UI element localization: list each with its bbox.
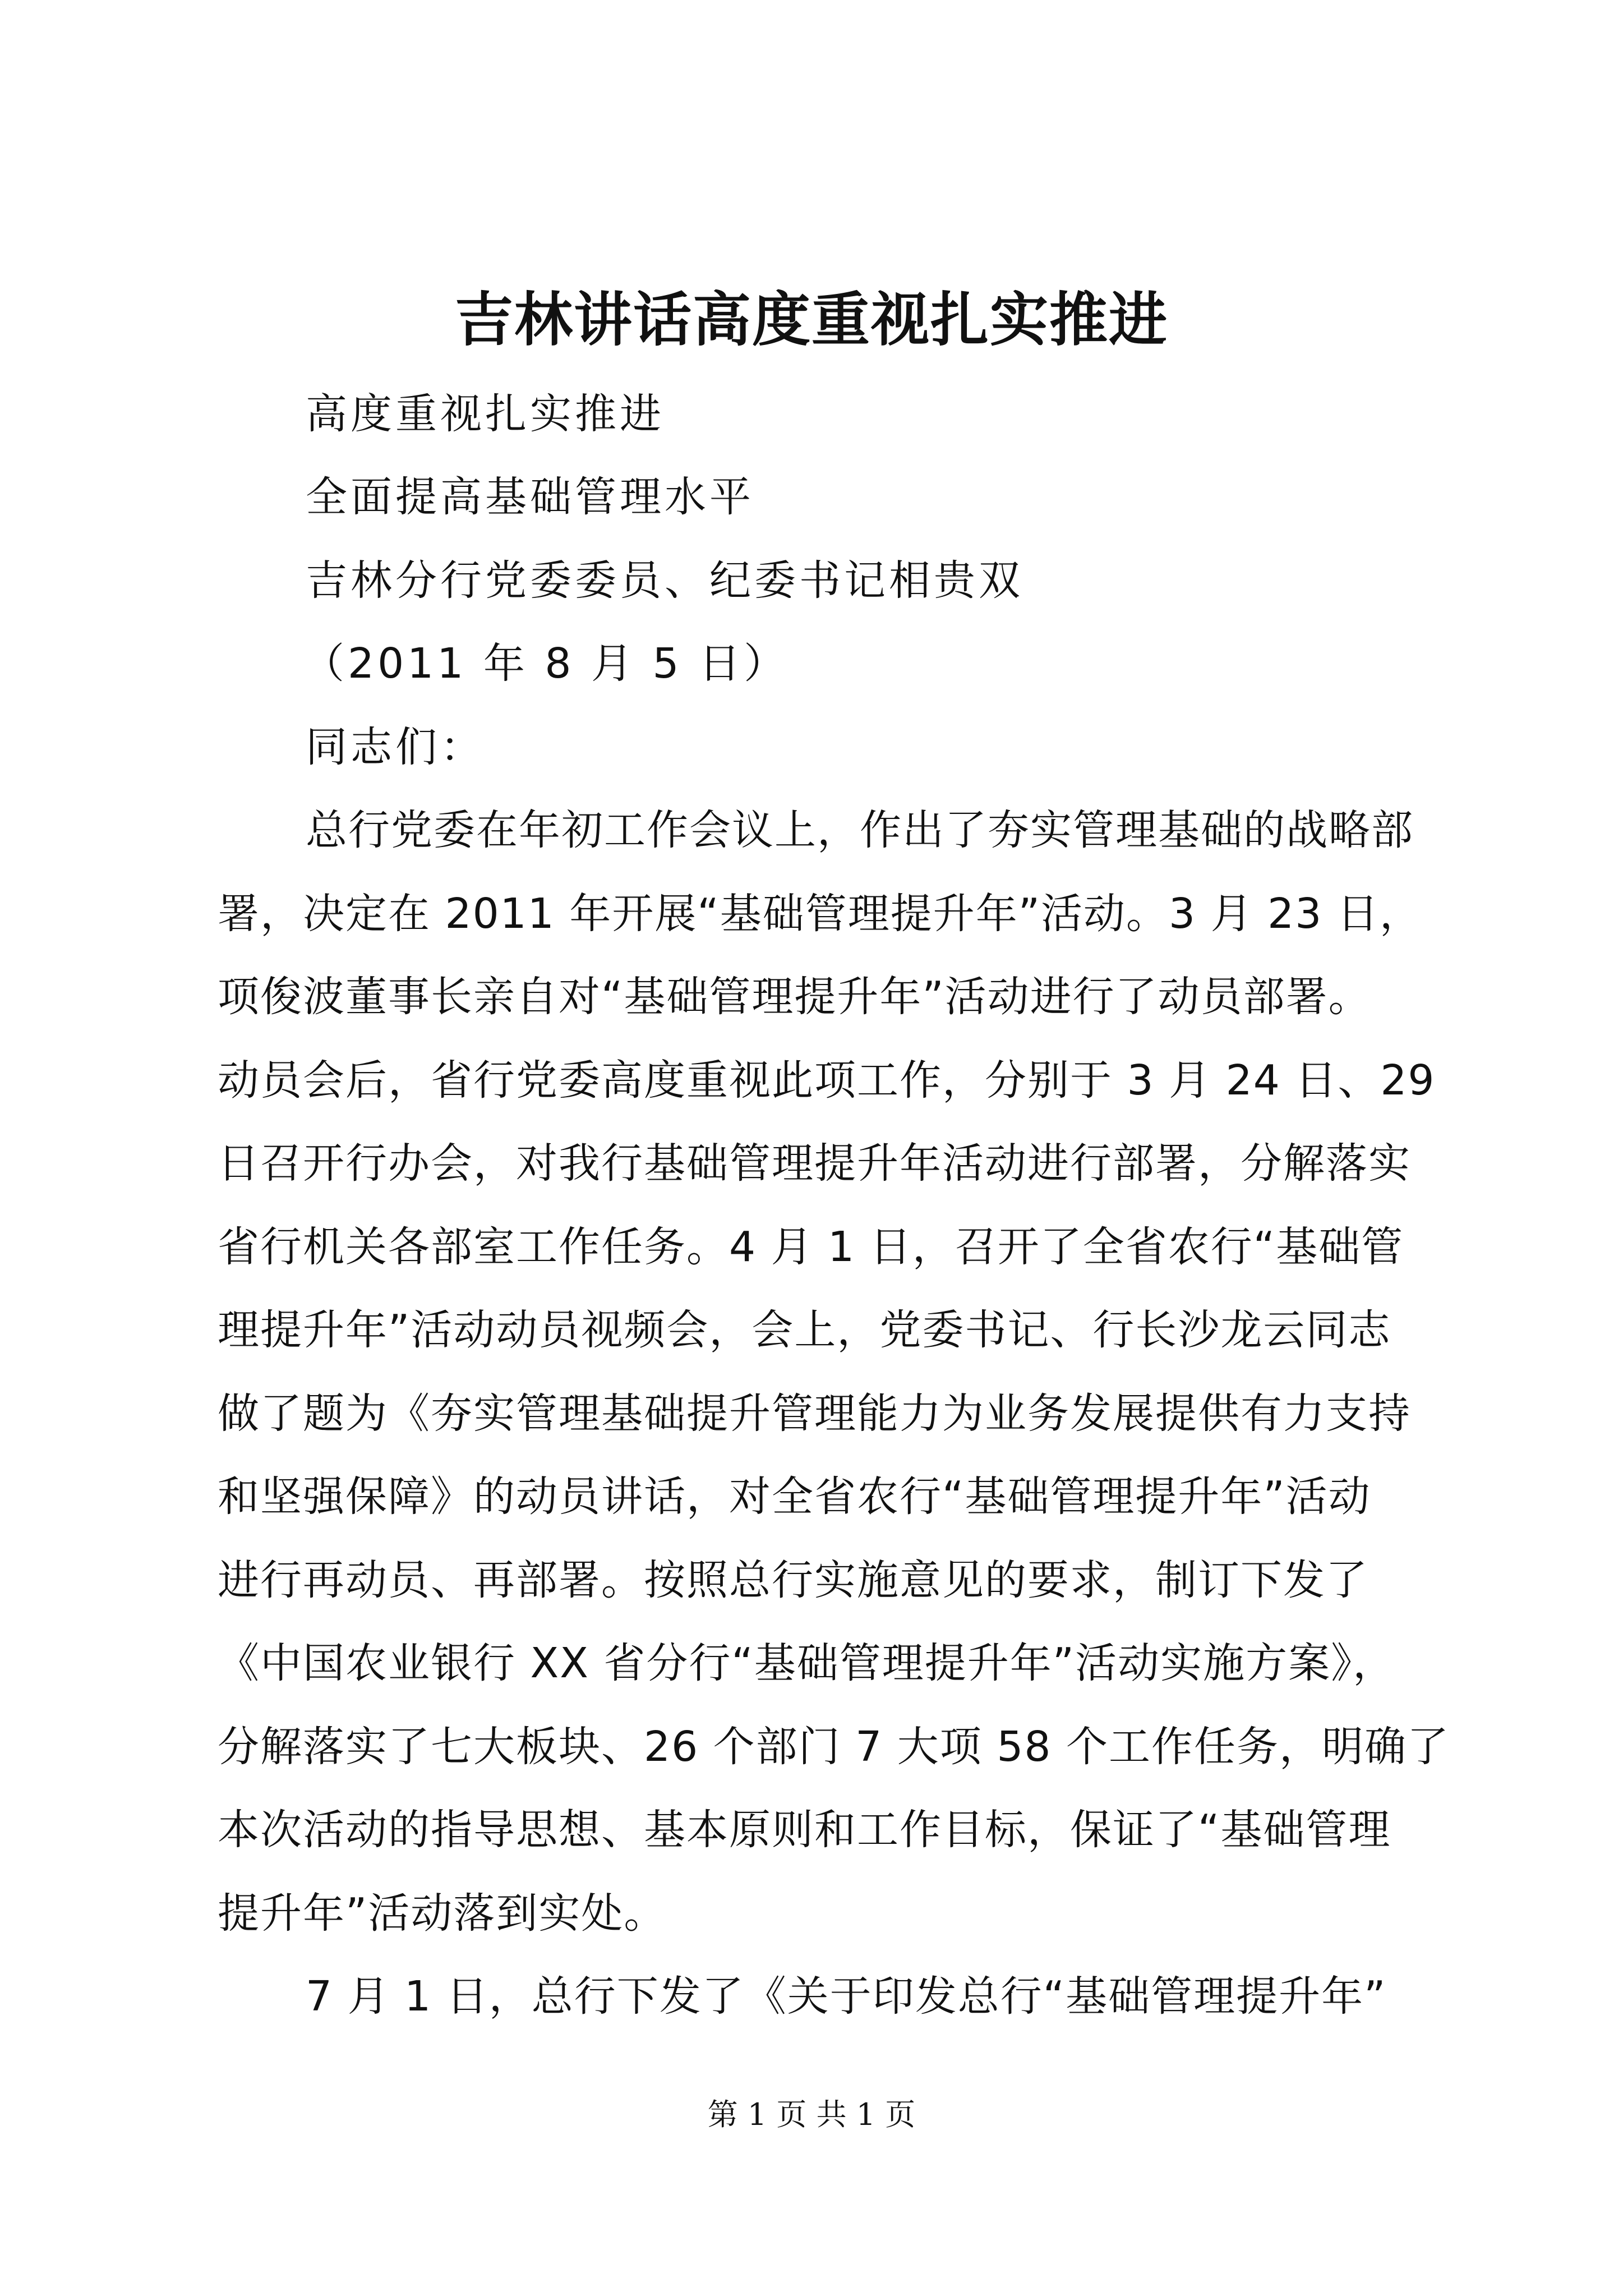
paragraph-line: 7 月 1 日，总行下发了《关于印发总行“基础管理提升年” [306,1972,1387,2021]
date-line: （2011 年 8 月 5 日） [303,639,789,688]
subtitle-line: 全面提高基础管理水平 [306,473,754,521]
document-title: 吉林讲话高度重视扎实推进 [454,285,1168,354]
paragraph-line: 总行党委在年初工作会议上，作出了夯实管理基础的战略部 [306,806,1414,854]
paragraph-line: 省行机关各部室工作任务。4 月 1 日，召开了全省农行“基础管 [218,1223,1404,1271]
paragraph-line: 项俊波董事长亲自对“基础管理提升年”活动进行了动员部署。 [218,973,1371,1021]
subtitle-line: 高度重视扎实推进 [306,390,665,438]
salutation-line: 同志们： [306,723,485,771]
speaker-line: 吉林分行党委委员、纪委书记相贵双 [306,556,1023,605]
paragraph-line: 做了题为《夯实管理基础提升管理能力为业务发展提供有力支持 [218,1389,1411,1438]
paragraph-line: 本次活动的指导思想、基本原则和工作目标，保证了“基础管理 [218,1806,1391,1854]
paragraph-line: 分解落实了七大板块、26 个部门 7 大项 58 个工作任务，明确了 [218,1723,1450,1771]
page-number-footer: 第 1 页 共 1 页 [707,2097,916,2132]
paragraph-line: 动员会后，省行党委高度重视此项工作，分别于 3 月 24 日、29 [218,1056,1436,1105]
paragraph-line: 日召开行办会，对我行基础管理提升年活动进行部署，分解落实 [218,1139,1411,1188]
paragraph-line: 和坚强保障》的动员讲话，对全省农行“基础管理提升年”活动 [218,1473,1371,1521]
paragraph-line: 理提升年”活动动员视频会，会上，党委书记、行长沙龙云同志 [218,1306,1391,1354]
paragraph-line: 署，决定在 2011 年开展“基础管理提升年”活动。3 月 23 日， [218,890,1422,938]
paragraph-line: 《中国农业银行 XX 省分行“基础管理提升年”活动实施方案》， [218,1639,1396,1687]
paragraph-line: 提升年”活动落到实处。 [218,1889,667,1938]
paragraph-line: 进行再动员、再部署。按照总行实施意见的要求，制订下发了 [218,1556,1368,1604]
